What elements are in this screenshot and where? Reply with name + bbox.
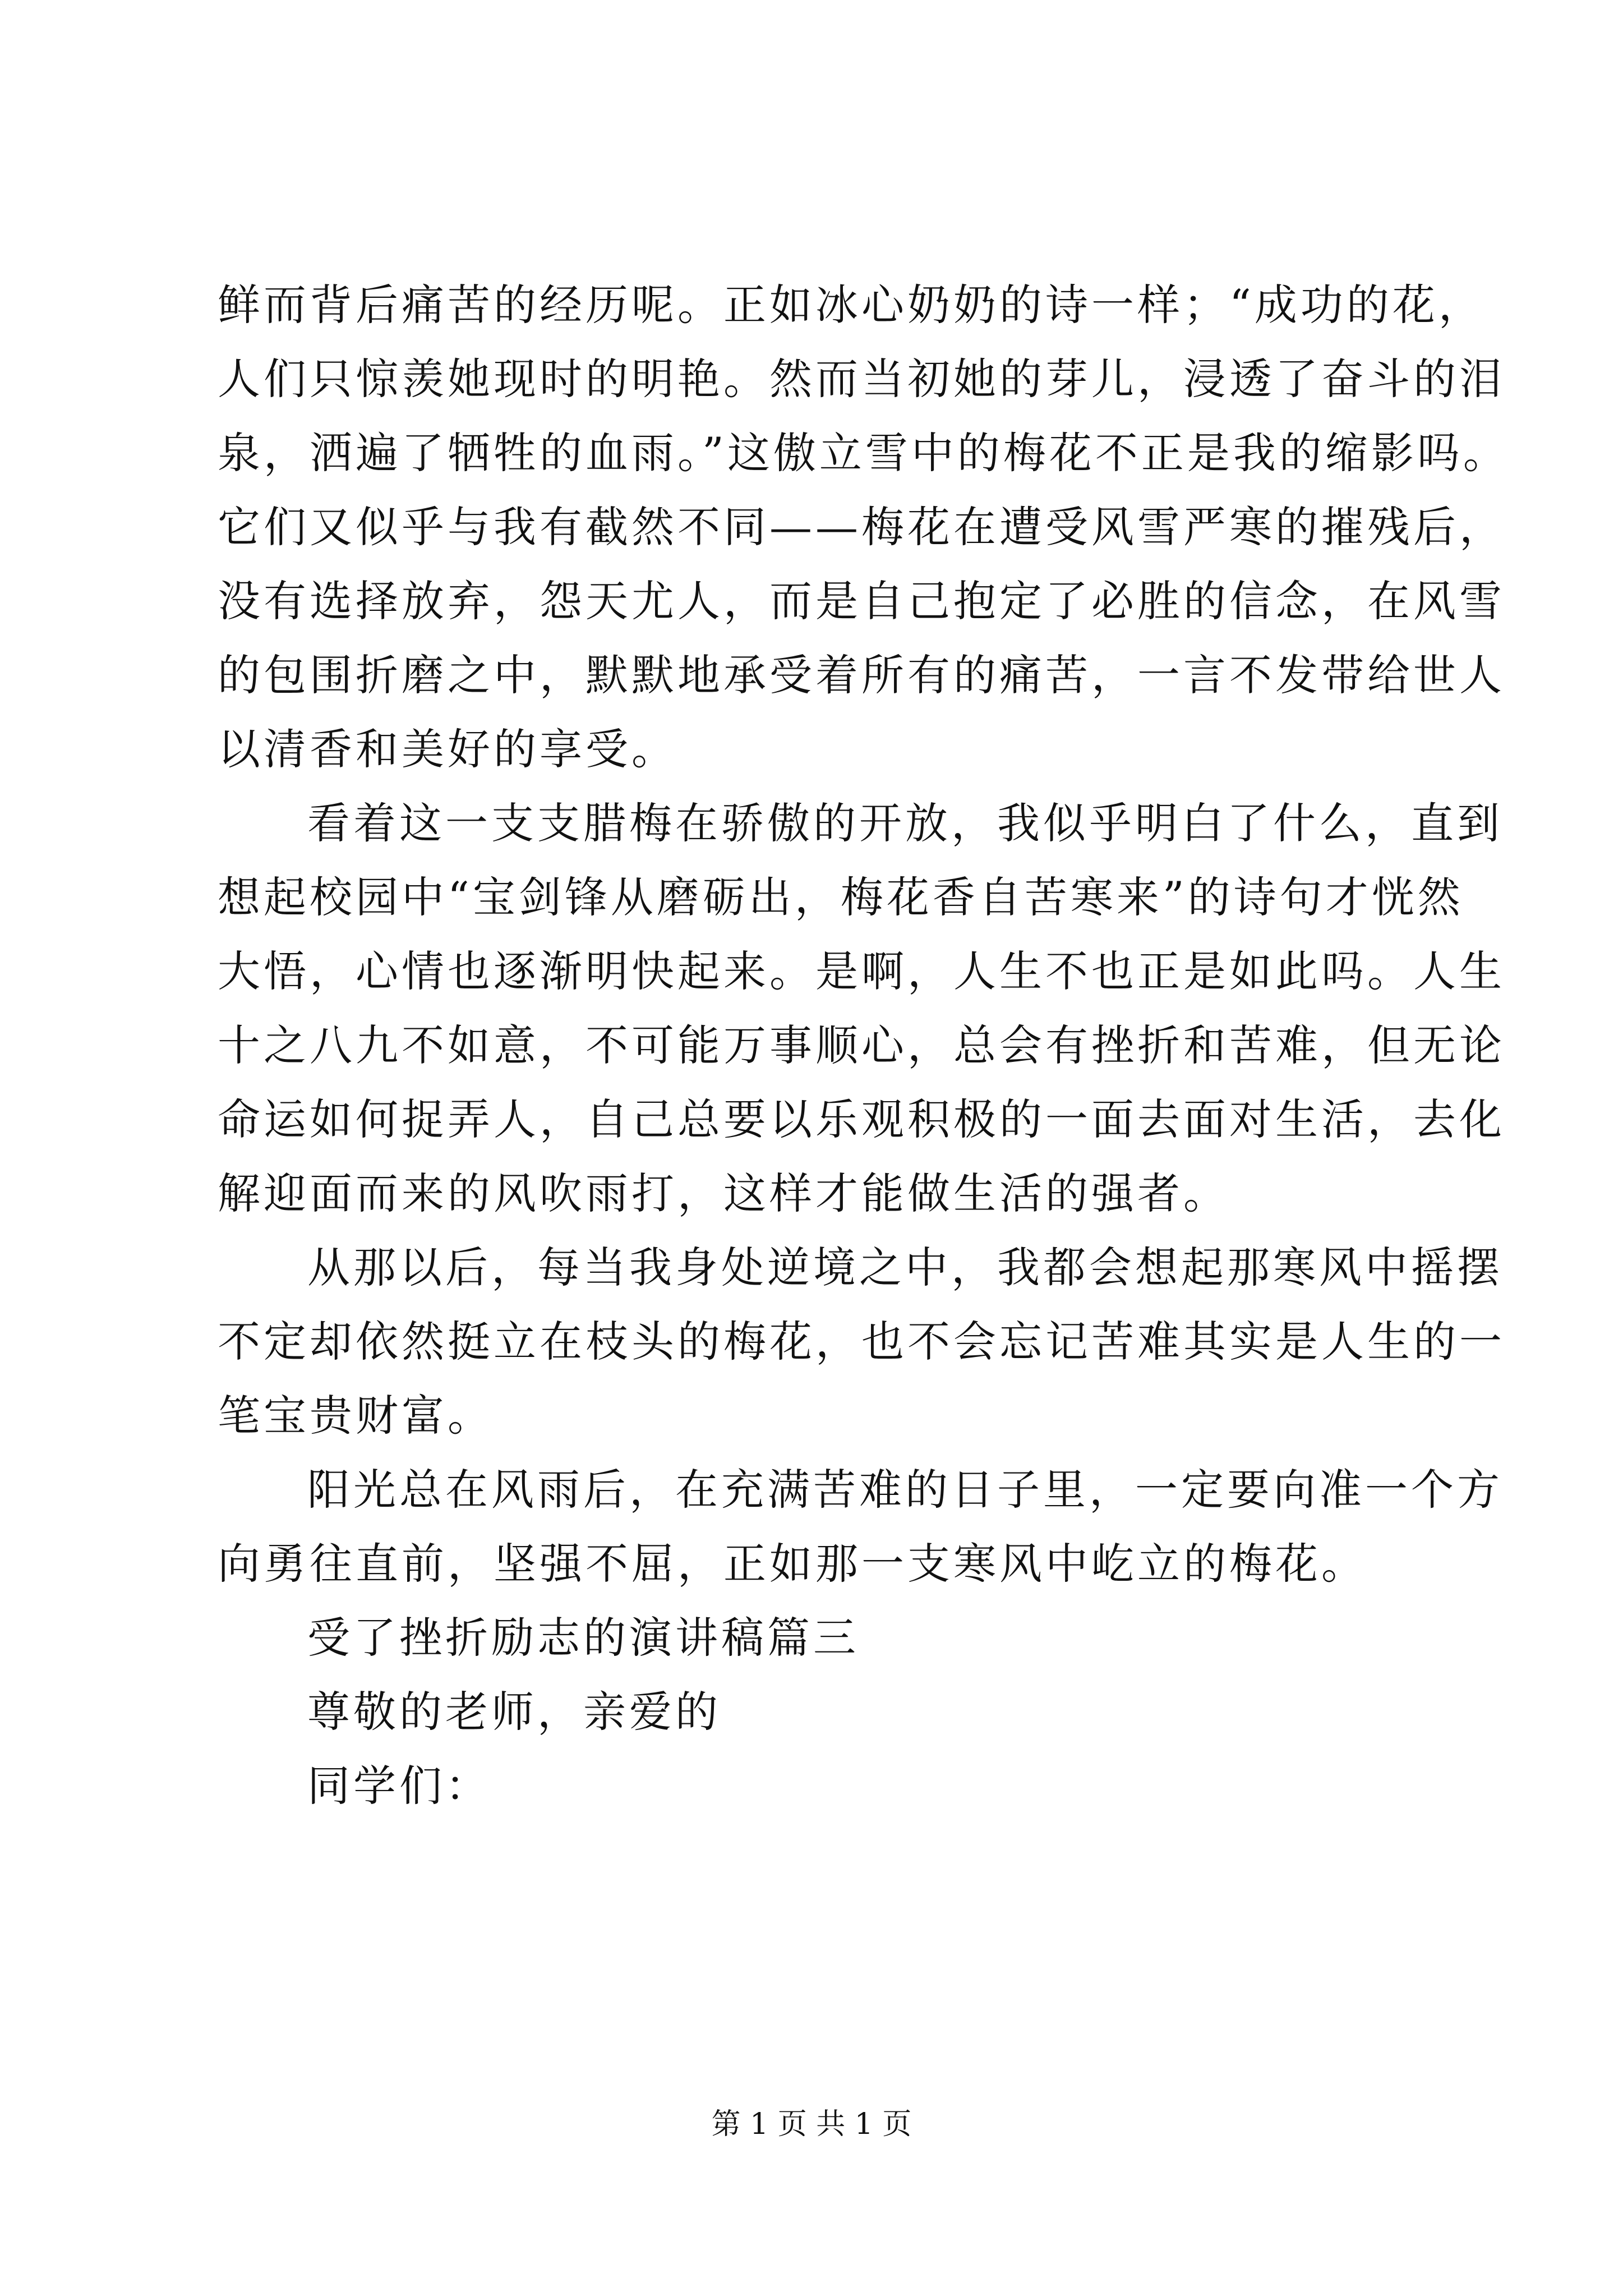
text-line: 不定却依然挺立在枝头的梅花，也不会忘记苦难其实是人生的一 — [218, 1317, 1505, 1366]
paragraph-4 — [218, 1453, 1503, 1601]
text-line: 以清香和美好的享受。 — [218, 724, 677, 774]
text-line: 向勇往直前，坚强不屈，正如那一支寒风中屹立的梅花。 — [218, 1539, 1367, 1589]
text-line: 没有选择放弃，怨天尤人，而是自己抱定了必胜的信念，在风雪 — [218, 576, 1505, 626]
salutation-line: 同学们： — [307, 1761, 491, 1811]
text-line: 解迎面而来的风吹雨打，这样才能做生活的强者。 — [218, 1168, 1229, 1218]
text-line: 泉，洒遍了牺牲的血雨。”这傲立雪中的梅花不正是我的缩影吗。 — [218, 428, 1509, 478]
page-number-footer: 第 1 页 共 1 页 — [711, 2108, 912, 2141]
paragraph-3 — [218, 1231, 1505, 1453]
text-line: 想起校园中“宝剑锋从磨砺出，梅花香自苦寒来”的诗句才恍然 — [218, 872, 1464, 922]
text-line: 的包围折磨之中，默默地承受着所有的痛苦，一言不发带给世人 — [218, 650, 1505, 700]
text-line: 命运如何捉弄人，自己总要以乐观积极的一面去面对生活，去化 — [218, 1094, 1505, 1144]
text-line: 从那以后，每当我身处逆境之中，我都会想起那寒风中摇摆 — [307, 1243, 1503, 1292]
text-line: 鲜而背后痛苦的经历呢。正如冰心奶奶的诗一样；“成功的花， — [218, 280, 1484, 330]
text-line: 阳光总在风雨后，在充满苦难的日子里，一定要向准一个方 — [307, 1465, 1503, 1515]
text-line: 大悟，心情也逐渐明快起来。是啊，人生不也正是如此吗。人生 — [218, 946, 1505, 996]
section-title: 受了挫折励志的演讲稿篇三 — [307, 1613, 859, 1663]
paragraph-2 — [218, 786, 1505, 1231]
text-line: 看着这一支支腊梅在骄傲的开放，我似乎明白了什么，直到 — [307, 798, 1503, 848]
text-line: 它们又似乎与我有截然不同——梅花在遭受风雪严寒的摧残后， — [218, 502, 1505, 552]
document-body — [218, 268, 1509, 1823]
text-line: 人们只惊羡她现时的明艳。然而当初她的芽儿，浸透了奋斗的泪 — [218, 354, 1505, 404]
text-line: 笔宝贵财富。 — [218, 1391, 494, 1441]
text-line: 十之八九不如意，不可能万事顺心，总会有挫折和苦难，但无论 — [218, 1020, 1505, 1070]
salutation-line: 尊敬的老师，亲爱的 — [307, 1687, 721, 1737]
paragraph-1 — [218, 268, 1509, 786]
